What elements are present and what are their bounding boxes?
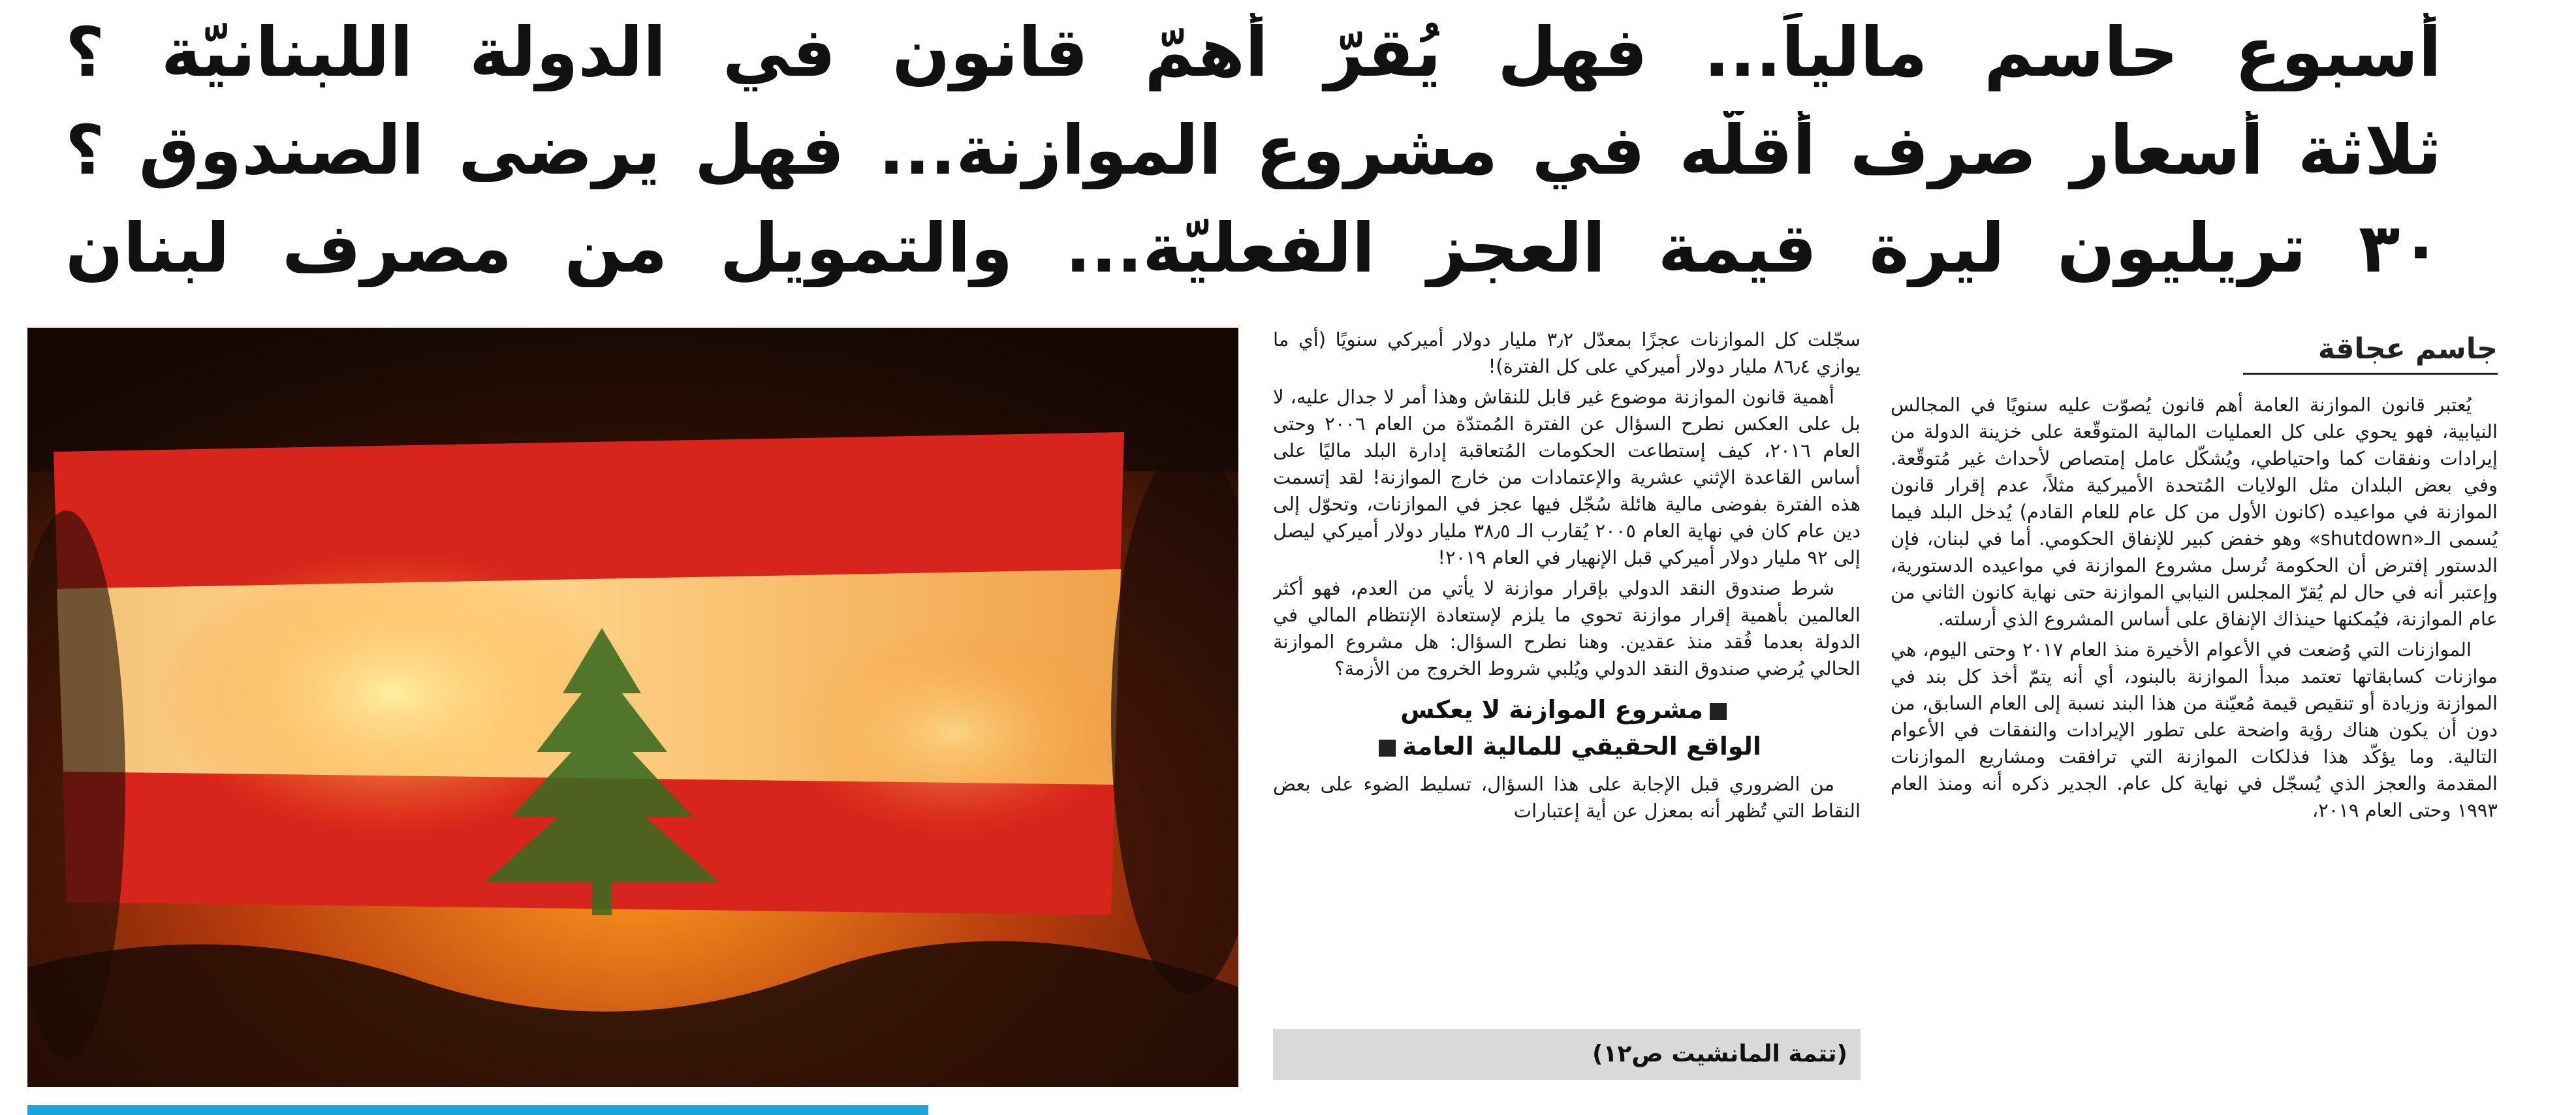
headline-line-1: أسبوع حاسم مالياً... فهل يُقرّ أهمّ قانون في الدولة اللبنانيّة ؟ xyxy=(65,13,2442,91)
subheading-line-2: الواقع الحقيقي للمالية العامة xyxy=(1402,732,1761,761)
article-column-middle xyxy=(1273,326,1861,1097)
continued-label: (تتمة المانشيت ص١٢) xyxy=(1592,1041,1847,1067)
paragraph: شرط صندوق النقد الدولي بإقرار موازنة لا يأتي من العدم، فهو أكثر العالمين بأهمية إقرار موازنة تحوي ما يلزم لإستعادة الإنتظام المالي في الدولة بعدما فُقد منذ عقدين. وهنا نطرح السؤال: هل مشروع الموازنة الحالي يُرضي صندوق النقد الدولي ويُلبي شروط الخروج من الأزمة؟ xyxy=(1273,577,1861,680)
lebanese-flag-burning-photo xyxy=(27,328,1238,1087)
flag-illustration xyxy=(27,328,1238,1087)
subheading-line-1: مشروع الموازنة لا يعكس xyxy=(1400,695,1703,724)
headline-line-3: ٣٠ تريليون ليرة قيمة العجز الفعليّة... والتمويل من مصرف لبنان xyxy=(65,209,2442,287)
article-column-right xyxy=(1891,392,2498,1097)
paragraph: أهمية قانون الموازنة موضوع غير قابل للنقاش وهذا أمر لا جدال عليه، لا بل على العكس نطرح السؤال عن الفترة المُمتدّة من العام ٢٠٠٦ وحتى العام ٢٠١٦، كيف إستطاعت الحكومات المُتعاقبة إدارة البلد ماليًا على أساس القاعدة الإثني عشرية والإعتمادات من خارج الموازنة! لقد إتسمت هذه الفترة بفوضى مالية هائلة سُجّل فيها عجز في الموازنات، وتحوّل إلى دين عام كان في نهاية العام ٢٠٠٥ يُقارب الـ ٣٨٫٥ مليار دولار أميركي ليصل إلى ٩٢ مليار دولار أميركي قبل الإنهيار في العام ٢٠١٩! xyxy=(1273,386,1861,569)
square-bullet-icon xyxy=(1379,740,1396,757)
paragraph: الموازنات التي وُضعت في الأعوام الأخيرة منذ العام ٢٠١٧ وحتى اليوم، هي موازنات كسابقاتها تعتمد مبدأ الموازنة بالبنود، أي أنه يتمّ أخذ كل بند في الموازنة وزيادة أو تنقيص قيمة مُعيّنة من هذا البند نسبة إلى العام السابق، من دون أن يكون هناك رؤية واضحة على تطور الإيرادات والنفقات في الأعوام التالية. وما يؤكّد هذا فذلكات الموازنة التي ترافقت ومشاريع الموازنات المقدمة والعجز الذي يُسجّل في نهاية كل عام. الجدير ذكره أنه ومنذ العام ١٩٩٣ وحتى العام ٢٠١٩، xyxy=(1891,638,2498,821)
paragraph: من الضروري قبل الإجابة على هذا السؤال، تسليط الضوء على بعض النقاط التي تُظهر أنه بمعزل عن أية إعتبارات xyxy=(1273,773,1861,822)
paragraph: سجّلت كل الموازنات عجزًا بمعدّل ٣٫٢ مليار دولار أميركي سنويًا (أي ما يوازي ٨٦٫٤ مليار دولار أميركي على كل الفترة)! xyxy=(1273,328,1861,377)
square-bullet-icon xyxy=(1710,703,1727,720)
accent-bar xyxy=(27,1105,928,1115)
section-subheading xyxy=(1273,691,1861,764)
author-byline: جاسم عجاقة xyxy=(2243,330,2498,375)
continued-on-page-box xyxy=(1273,1029,1861,1080)
headline-line-2: ثلاثة أسعار صرف أقلّه في مشروع الموازنة... فهل يرضى الصندوق ؟ xyxy=(65,111,2442,189)
paragraph: يُعتبر قانون الموازنة العامة أهم قانون يُصوّت عليه سنويًا في المجالس النيابية، فهو يحوي على كل العمليات المالية المتوقّعة على خزينة الدولة من إيرادات ونفقات كما واحتياطي، ويُشكّل عامل إمتصاص لأحداث غير مُتوقّعة. وفي بعض البلدان مثل الولايات المُتحدة الأميركية مثلاً، عدم إقرار قانون الموازنة في مواعيده (كانون الأول من كل عام للعام القادم) يُدخل البلد فيما يُسمى الـ«shutdown» وهو خفض كبير للإنفاق الحكومي. أما في لبنان، فإن الدستور إفترض أن الحكومة تُرسل مشروع الموازنة في مواعيده الدستورية، وإعتبر أنه في حال لم يُقرّ المجلس النيابي الموازنة حتى نهاية كانون الثاني من عام الموازنة، فيُمكنها حينذاك الإنفاق على أساس المشروع الذي أرسلته. xyxy=(1891,394,2498,630)
